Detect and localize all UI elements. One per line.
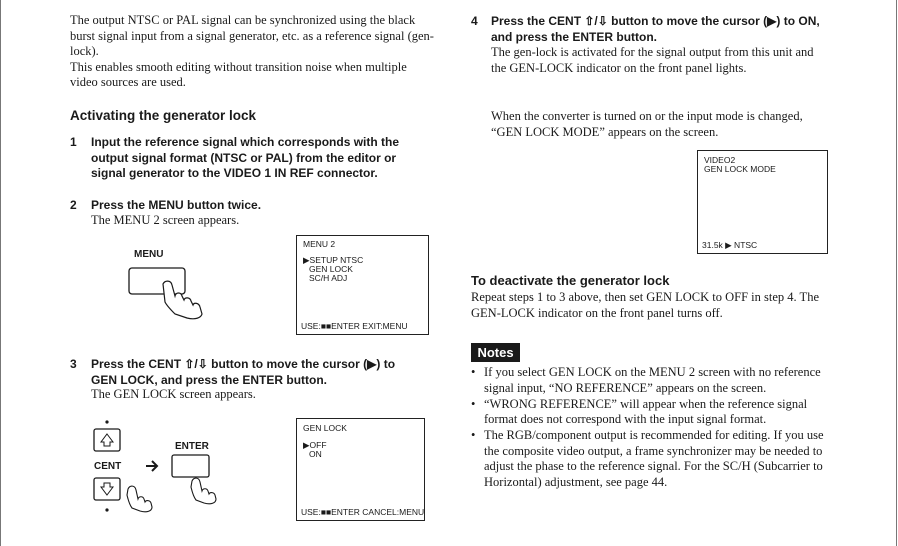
section-heading: Activating the generator lock	[70, 108, 257, 123]
step-number: 1	[70, 135, 77, 149]
dot-marker	[105, 508, 108, 511]
genlock-option-on: ON	[309, 449, 322, 459]
list-item: • If you select GEN LOCK on the MENU 2 screen with no reference signal input, “NO REFERENCE” appears on the screen.	[471, 365, 831, 396]
menu2-item-sch: SC/H ADJ	[309, 273, 348, 283]
deactivate-text: Repeat steps 1 to 3 above, then set GEN LOCK to OFF in step 4. The GEN-LOCK indicator on the front panel turns off.	[471, 290, 819, 320]
genlock-footer: USE:■■ENTER CANCEL:MENU	[301, 506, 425, 517]
step-number: 3	[70, 357, 77, 371]
intro-text-2: This enables smooth editing without transition noise when multiple video sources are used.	[70, 59, 407, 89]
menu-button-label: MENU	[134, 249, 164, 260]
genlock-option-off: ▶OFF	[303, 440, 327, 450]
menu-button-press-illustration	[125, 262, 215, 322]
step1-text: Input the reference signal which corresponds with the output signal format (NTSC or PAL) from the editor or signal generator to the VIDEO 1 IN REF connector.	[91, 135, 400, 180]
step-number: 4	[471, 14, 478, 28]
hand-pointer-icon	[191, 478, 216, 504]
menu2-screen	[296, 235, 429, 335]
intro-text-1: The output NTSC or PAL signal can be synchronized using the black burst signal input from a signal generator, etc. as a reference signal (gen-lock).	[70, 13, 434, 58]
arrow-right-icon	[146, 461, 157, 471]
step3-subtext: The GEN LOCK screen appears.	[91, 387, 256, 401]
menu-button	[129, 268, 185, 294]
menu2-title: MENU 2	[303, 239, 336, 249]
video2-screen	[697, 150, 828, 254]
list-item: • “WRONG REFERENCE” will appear when the reference signal format does not correspond with the input signal format.	[471, 397, 831, 428]
video2-footer: 31.5k ▶ NTSC	[702, 239, 758, 250]
menu2-footer: USE:■■ENTER EXIT:MENU	[301, 320, 408, 331]
dot-marker	[105, 420, 108, 423]
genlock-title: GEN LOCK	[303, 423, 347, 433]
list-item: • The RGB/component output is recommended for editing. If you use the composite video output, a frame synchronizer may be needed to adjust the phase to the reference signal. For the SC/H (Subcarrier to Horizontal) adjustment, see page 44.	[471, 428, 831, 490]
menu2-item-genlock: GEN LOCK	[309, 264, 353, 274]
page-border-right	[896, 0, 897, 546]
deactivate-heading: To deactivate the generator lock	[471, 273, 670, 288]
video2-mode: GEN LOCK MODE	[704, 164, 776, 174]
enter-button	[172, 455, 209, 477]
step4-subtext: The gen-lock is activated for the signal output from this unit and the GEN-LOCK indicator on the front panel lights.	[491, 45, 814, 75]
hand-pointer-icon	[127, 486, 152, 512]
step3-text: Press the CENT ⇧/⇩ button to move the cursor (▶) to GEN LOCK, and press the ENTER button.	[91, 357, 396, 387]
step2-subtext: The MENU 2 screen appears.	[91, 213, 240, 227]
step4-subtext-2: When the converter is turned on or the input mode is changed, “GEN LOCK MODE” appears on the screen.	[491, 109, 803, 139]
menu2-item-setup: ▶SETUP NTSC	[303, 255, 364, 265]
video2-title: VIDEO2	[704, 155, 736, 165]
enter-label: ENTER	[175, 441, 209, 452]
notes-list	[471, 365, 831, 491]
genlock-screen	[296, 418, 425, 521]
step-number: 2	[70, 198, 77, 212]
page-border-left	[0, 0, 1, 546]
intro-paragraph	[70, 13, 435, 91]
step4-text: Press the CENT ⇧/⇩ button to move the cursor (▶) to ON, and press the ENTER button.	[491, 14, 820, 44]
cent-label: CENT	[94, 461, 122, 472]
step2-text: Press the MENU button twice.	[91, 198, 262, 212]
notes-badge: Notes	[471, 343, 520, 362]
